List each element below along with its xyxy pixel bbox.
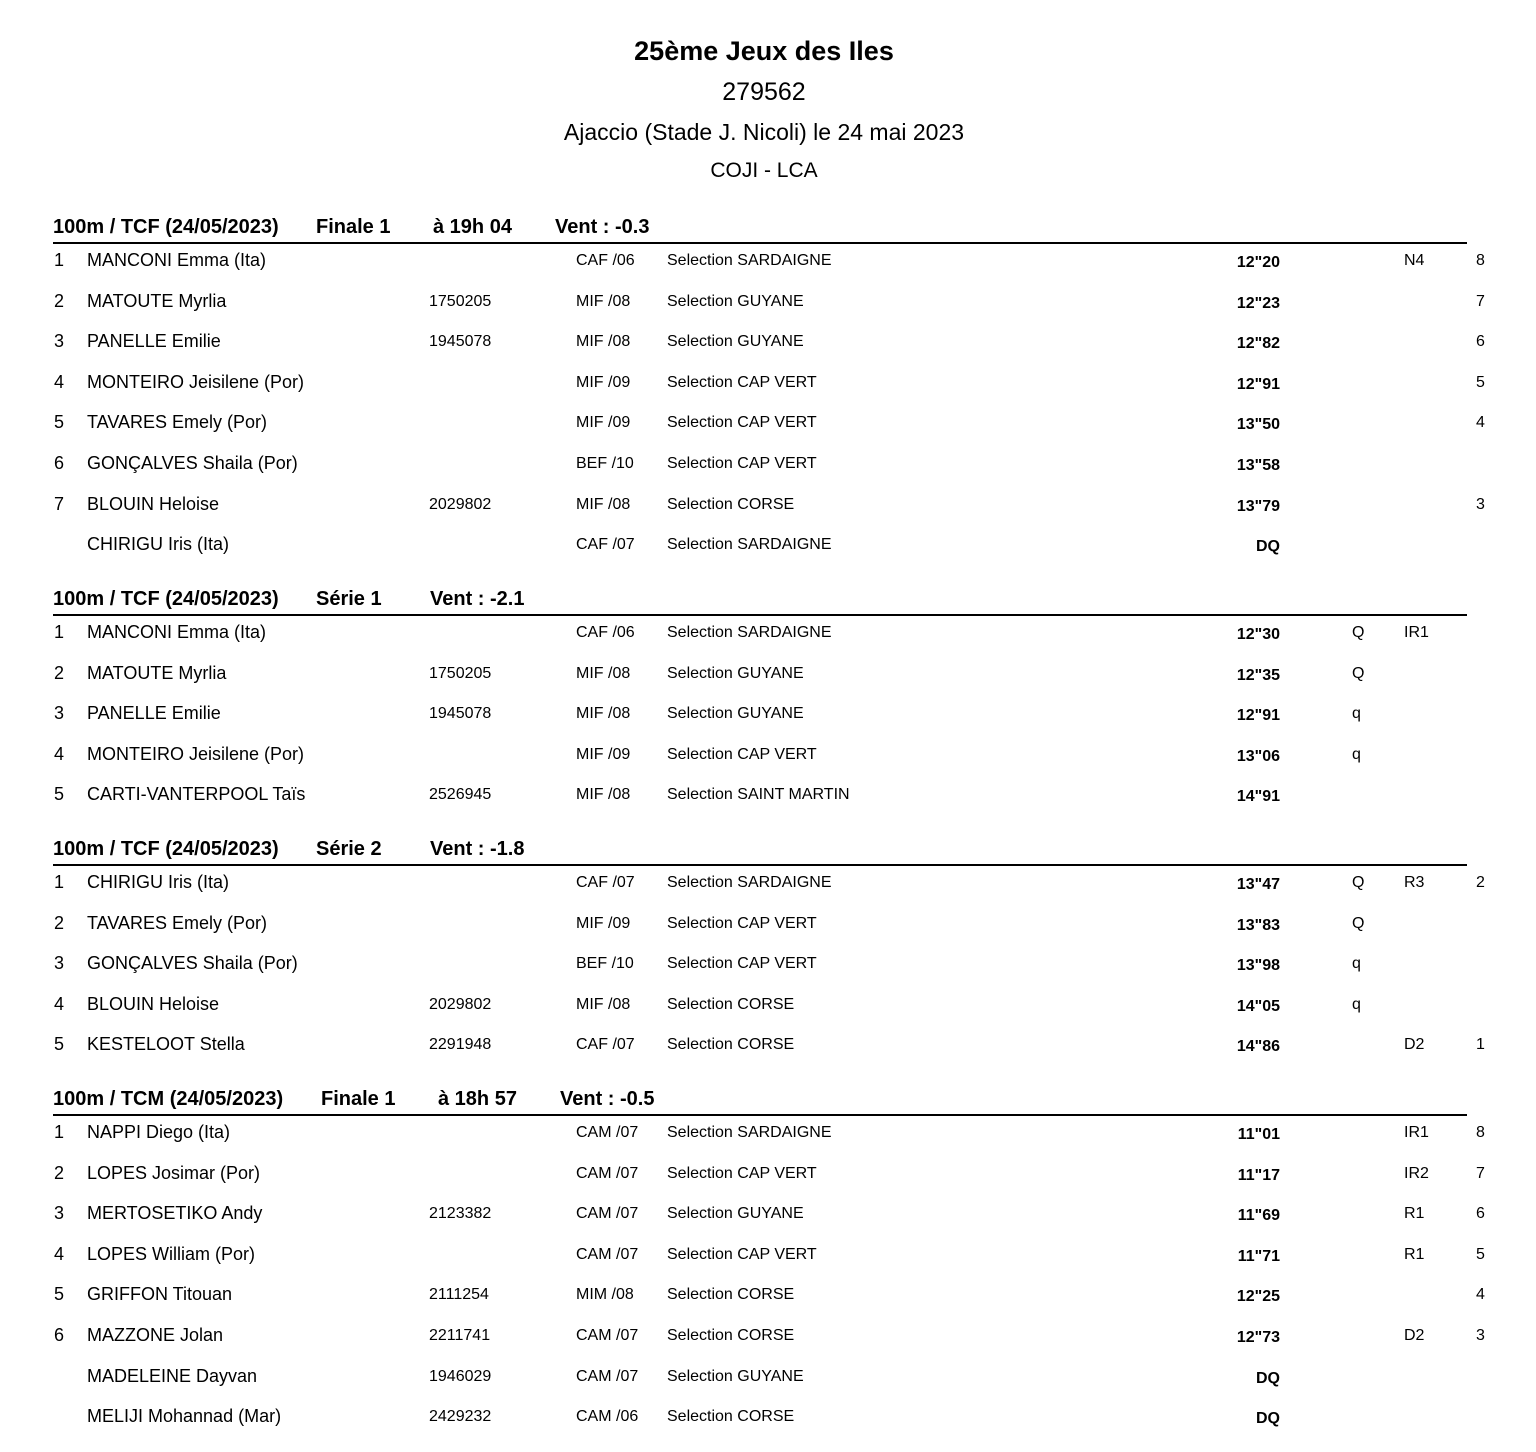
event-name: 100m / TCF (24/05/2023) [53, 216, 279, 238]
performance: 12"20 [1236, 254, 1280, 271]
category: CAM /07 [576, 1164, 639, 1182]
athlete-name: MATOUTE Myrlia [87, 662, 227, 683]
performance: 13"98 [1236, 957, 1280, 975]
performance: 11"01 [1237, 1126, 1280, 1143]
club-name: Selection GUYANE [667, 1367, 804, 1385]
event-name: 100m / TCF (24/05/2023) [53, 588, 279, 610]
category: MIF /08 [576, 292, 631, 310]
level: IR2 [1404, 1164, 1429, 1182]
club-name: Selection CAP VERT [667, 955, 817, 973]
level: N4 [1404, 252, 1425, 269]
rank-cell: 2 [54, 662, 65, 683]
result-row [0, 1157, 1536, 1198]
event-name: 100m / TCM (24/05/2023) [53, 1088, 284, 1110]
result-row [0, 1116, 1536, 1157]
level: IR1 [1404, 1124, 1429, 1141]
event-wind: Vent : -1.8 [430, 838, 525, 860]
club-name: Selection CAP VERT [667, 454, 817, 472]
points: 4 [1476, 414, 1485, 432]
rank-cell: 3 [54, 1203, 65, 1224]
rank-cell: 5 [54, 1034, 65, 1055]
category: MIF /08 [576, 495, 631, 513]
qualification: q [1352, 955, 1361, 973]
athlete-name: MONTEIRO Jeisilene (Por) [87, 743, 305, 764]
category: CAF /06 [576, 252, 635, 269]
rank-cell: 7 [54, 493, 65, 514]
event-round: Série 2 [316, 838, 382, 860]
event-time: à 19h 04 [433, 216, 512, 238]
athlete-name: TAVARES Emely (Por) [87, 912, 268, 933]
athlete-name: MONTEIRO Jeisilene (Por) [87, 371, 305, 392]
category: MIF /09 [576, 914, 631, 932]
club-name: Selection CAP VERT [667, 1164, 817, 1182]
performance: 13"47 [1236, 876, 1280, 893]
level: D2 [1404, 1326, 1425, 1344]
category: MIF /08 [576, 664, 631, 682]
rank-cell: 3 [54, 953, 65, 974]
category: CAM /07 [576, 1124, 639, 1141]
rank-cell: 3 [54, 331, 65, 352]
result-row [0, 1319, 1536, 1360]
result-row [0, 1028, 1536, 1069]
performance: 13"58 [1236, 456, 1280, 474]
club-name: Selection CORSE [667, 1036, 795, 1054]
performance: 12"25 [1236, 1288, 1280, 1306]
performance: 12"82 [1236, 335, 1280, 353]
performance: 11"69 [1237, 1207, 1280, 1225]
performance: 12"35 [1236, 666, 1280, 684]
event-wind: Vent : -0.5 [560, 1088, 655, 1110]
category: BEF /10 [576, 454, 634, 472]
license-number: 2029802 [429, 495, 492, 513]
rank-cell: 4 [54, 1243, 65, 1264]
result-row [0, 866, 1536, 907]
athlete-name: CHIRIGU Iris (Ita) [87, 872, 229, 892]
club-name: Selection CAP VERT [667, 373, 817, 391]
result-row [0, 325, 1536, 366]
level: IR1 [1404, 624, 1429, 641]
category: CAM /07 [576, 1205, 639, 1223]
license-number: 2211741 [429, 1326, 491, 1344]
result-row [0, 406, 1536, 447]
performance: DQ [1256, 538, 1280, 556]
license-number: 2029802 [429, 995, 492, 1013]
points: 2 [1476, 874, 1485, 891]
event-wind: Vent : -2.1 [430, 588, 525, 610]
rank-cell: 1 [54, 872, 65, 892]
athlete-name: MANCONI Emma (Ita) [87, 622, 267, 642]
club-name: Selection SARDAIGNE [667, 624, 832, 641]
club-name: Selection SAINT MARTIN [667, 786, 850, 804]
rank-cell: 4 [54, 743, 65, 764]
performance: 13"50 [1236, 416, 1280, 434]
category: CAM /07 [576, 1367, 639, 1385]
points: 5 [1476, 1245, 1485, 1263]
points: 5 [1476, 373, 1485, 391]
result-row [0, 447, 1536, 488]
rank-cell: 1 [54, 622, 65, 642]
result-row [0, 988, 1536, 1029]
category: CAM /06 [576, 1408, 639, 1426]
rank-cell: 5 [54, 412, 65, 433]
club-name: Selection CORSE [667, 995, 795, 1013]
category: CAF /07 [576, 536, 635, 554]
category: CAM /07 [576, 1245, 639, 1263]
results-table [0, 616, 1536, 819]
result-row [0, 907, 1536, 948]
athlete-name: LOPES William (Por) [87, 1243, 256, 1264]
license-number: 1945078 [429, 705, 492, 723]
document-title: 25ème Jeux des Iles [634, 36, 894, 66]
points: 4 [1476, 1286, 1485, 1304]
performance: 13"83 [1236, 916, 1280, 934]
category: MIM /08 [576, 1286, 634, 1304]
qualification: Q [1352, 664, 1365, 682]
event-name: 100m / TCF (24/05/2023) [53, 838, 279, 860]
category: MIF /08 [576, 995, 631, 1013]
club-name: Selection GUYANE [667, 333, 804, 351]
event-time: à 18h 57 [438, 1088, 517, 1110]
level: D2 [1404, 1036, 1425, 1054]
meeting-place-date: Ajaccio (Stade J. Nicoli) le 24 mai 2023 [563, 119, 965, 145]
club-name: Selection CAP VERT [667, 745, 817, 763]
results-table [0, 866, 1536, 1069]
meeting-code: 279562 [722, 78, 806, 106]
result-row [0, 1197, 1536, 1238]
result-row [0, 244, 1536, 285]
result-row [0, 697, 1536, 738]
club-name: Selection GUYANE [667, 292, 804, 310]
event-header [0, 206, 1536, 242]
rank-cell: 1 [54, 250, 65, 270]
performance: 12"23 [1236, 294, 1280, 312]
qualification: Q [1352, 874, 1365, 891]
category: CAF /07 [576, 1036, 635, 1054]
athlete-name: GRIFFON Titouan [87, 1284, 233, 1305]
result-row [0, 488, 1536, 529]
points: 3 [1476, 1326, 1485, 1344]
results-table [0, 1116, 1536, 1441]
points: 3 [1476, 495, 1485, 513]
event-round: Finale 1 [321, 1088, 396, 1110]
result-row [0, 285, 1536, 326]
category: MIF /08 [576, 705, 631, 723]
club-name: Selection CAP VERT [667, 1245, 817, 1263]
result-row [0, 528, 1536, 569]
performance: 12"91 [1236, 375, 1280, 393]
qualification: q [1352, 745, 1361, 763]
performance: 12"73 [1236, 1328, 1280, 1346]
level: R1 [1404, 1205, 1425, 1223]
club-name: Selection CORSE [667, 1326, 795, 1344]
result-row [0, 366, 1536, 407]
result-row [0, 657, 1536, 698]
category: CAF /07 [576, 874, 635, 891]
rank-cell: 6 [54, 452, 65, 473]
category: MIF /09 [576, 745, 631, 763]
result-row [0, 1238, 1536, 1279]
athlete-name: PANELLE Emilie [87, 331, 221, 352]
athlete-name: BLOUIN Heloise [87, 493, 220, 514]
performance: 12"30 [1236, 626, 1280, 643]
athlete-name: MELIJI Mohannad (Mar) [87, 1406, 282, 1427]
license-number: 1750205 [429, 292, 492, 310]
athlete-name: PANELLE Emilie [87, 703, 221, 724]
qualification: Q [1352, 624, 1365, 641]
result-row [0, 778, 1536, 819]
performance: 13"79 [1236, 497, 1280, 515]
performance: 14"05 [1236, 997, 1280, 1015]
result-row [0, 1278, 1536, 1319]
performance: 14"86 [1236, 1038, 1280, 1056]
points: 7 [1476, 1164, 1485, 1182]
qualification: q [1352, 995, 1361, 1013]
club-name: Selection CORSE [667, 1286, 795, 1304]
athlete-name: GONÇALVES Shaila (Por) [87, 953, 298, 974]
athlete-name: BLOUIN Heloise [87, 993, 220, 1014]
category: MIF /08 [576, 786, 631, 804]
event-round: Série 1 [316, 588, 382, 610]
rank-cell: 5 [54, 1284, 65, 1305]
club-name: Selection SARDAIGNE [667, 536, 832, 554]
event-round: Finale 1 [316, 216, 391, 238]
qualification: Q [1352, 914, 1365, 932]
rank-cell: 3 [54, 703, 65, 724]
club-name: Selection CORSE [667, 495, 795, 513]
club-name: Selection SARDAIGNE [667, 1124, 832, 1141]
athlete-name: CHIRIGU Iris (Ita) [87, 534, 229, 555]
athlete-name: GONÇALVES Shaila (Por) [87, 452, 298, 473]
points: 7 [1476, 292, 1485, 310]
club-name: Selection CORSE [667, 1408, 795, 1426]
license-number: 2291948 [429, 1036, 492, 1054]
athlete-name: MADELEINE Dayvan [87, 1365, 258, 1386]
athlete-name: MANCONI Emma (Ita) [87, 250, 267, 270]
category: MIF /08 [576, 333, 631, 351]
points: 6 [1476, 1205, 1485, 1223]
club-name: Selection GUYANE [667, 705, 804, 723]
club-name: Selection GUYANE [667, 664, 804, 682]
event-section [0, 828, 1536, 1067]
category: MIF /09 [576, 414, 631, 432]
category: CAF /06 [576, 624, 635, 641]
event-section [0, 1078, 1536, 1439]
rank-cell: 6 [54, 1324, 65, 1345]
athlete-name: TAVARES Emely (Por) [87, 412, 268, 433]
event-section [0, 578, 1536, 817]
athlete-name: MATOUTE Myrlia [87, 290, 227, 311]
organizer: COJI - LCA [710, 159, 818, 182]
athlete-name: CARTI-VANTERPOOL Taïs [87, 784, 306, 805]
athlete-name: LOPES Josimar (Por) [87, 1162, 261, 1183]
license-number: 2429232 [429, 1408, 492, 1426]
result-row [0, 738, 1536, 779]
performance: DQ [1256, 1410, 1280, 1428]
performance: 14"91 [1236, 788, 1280, 806]
result-row [0, 616, 1536, 657]
points: 8 [1476, 1124, 1485, 1141]
athlete-name: MAZZONE Jolan [87, 1324, 224, 1345]
qualification: q [1352, 705, 1361, 723]
points: 1 [1476, 1036, 1485, 1054]
results-table [0, 244, 1536, 569]
club-name: Selection GUYANE [667, 1205, 804, 1223]
result-row [0, 1360, 1536, 1401]
license-number: 1750205 [429, 664, 492, 682]
category: CAM /07 [576, 1326, 639, 1344]
license-number: 2123382 [429, 1205, 492, 1223]
rank-cell: 4 [54, 993, 65, 1014]
category: BEF /10 [576, 955, 634, 973]
club-name: Selection SARDAIGNE [667, 874, 832, 891]
event-section [0, 206, 1536, 567]
performance: 11"17 [1237, 1166, 1280, 1184]
athlete-name: KESTELOOT Stella [87, 1034, 245, 1055]
license-number: 1945078 [429, 333, 492, 351]
performance: DQ [1256, 1369, 1280, 1387]
license-number: 2526945 [429, 786, 492, 804]
level: R1 [1404, 1245, 1425, 1263]
event-header [0, 1078, 1536, 1114]
license-number: 2111254 [429, 1286, 489, 1304]
level: R3 [1404, 874, 1425, 891]
event-header [0, 828, 1536, 864]
rank-cell: 2 [54, 290, 65, 311]
points: 6 [1476, 333, 1485, 351]
rank-cell: 1 [54, 1122, 65, 1142]
event-header [0, 578, 1536, 614]
club-name: Selection CAP VERT [667, 914, 817, 932]
rank-cell: 2 [54, 1162, 65, 1183]
points: 8 [1476, 252, 1485, 269]
license-number: 1946029 [429, 1367, 492, 1385]
category: MIF /09 [576, 373, 631, 391]
performance: 11"71 [1237, 1247, 1280, 1265]
athlete-name: NAPPI Diego (Ita) [87, 1122, 231, 1142]
result-row [0, 1400, 1536, 1441]
rank-cell: 4 [54, 371, 65, 392]
athlete-name: MERTOSETIKO Andy [87, 1203, 263, 1224]
performance: 12"91 [1236, 707, 1280, 725]
performance: 13"06 [1236, 747, 1280, 765]
club-name: Selection CAP VERT [667, 414, 817, 432]
club-name: Selection SARDAIGNE [667, 252, 832, 269]
rank-cell: 2 [54, 912, 65, 933]
result-row [0, 947, 1536, 988]
rank-cell: 5 [54, 784, 65, 805]
event-wind: Vent : -0.3 [555, 216, 650, 238]
